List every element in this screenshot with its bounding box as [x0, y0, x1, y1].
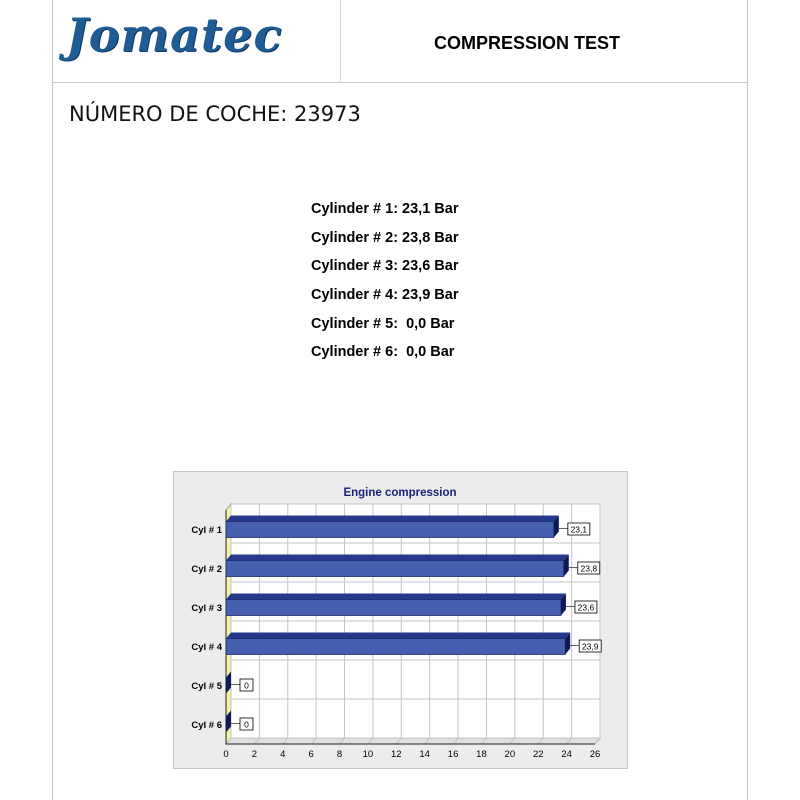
value-label: 0 [244, 719, 249, 730]
x-tick-label: 22 [532, 749, 544, 760]
cylinder-reading: Cylinder # 2: 23,8 Bar [311, 229, 459, 246]
chart-title: Engine compression [343, 487, 457, 499]
value-label: 0 [244, 680, 249, 691]
bar [226, 561, 564, 577]
x-tick-label: 12 [391, 749, 402, 760]
cylinder-reading: Cylinder # 4: 23,9 Bar [311, 287, 459, 304]
x-tick-label: 6 [308, 749, 314, 760]
chart-svg [174, 472, 627, 768]
x-tick-label: 8 [336, 749, 343, 760]
bar [226, 522, 554, 538]
x-tick-label: 10 [362, 749, 374, 760]
x-tick-label: 18 [476, 749, 487, 760]
header-divider [52, 82, 748, 83]
x-tick-label: 26 [589, 749, 601, 760]
page-border-left [52, 0, 53, 800]
document-title: COMPRESSION TEST [434, 33, 621, 53]
plot-side-wall [226, 504, 231, 744]
bar-top [226, 594, 566, 600]
bar-top [226, 516, 559, 522]
y-category-label: Cyl # 4 [191, 642, 222, 653]
x-tick-label: 16 [447, 749, 459, 760]
plot-floor [226, 738, 600, 744]
y-category-label: Cyl # 3 [191, 603, 222, 614]
value-label: 23,9 [581, 641, 599, 652]
x-tick-label: 0 [223, 749, 229, 760]
cylinder-readings-list [311, 199, 459, 371]
cylinder-reading: Cylinder # 1: 23,1 Bar [311, 201, 459, 217]
x-tick-label: 24 [561, 749, 572, 760]
cylinder-reading: Cylinder # 5: 0,0 Bar [311, 315, 455, 332]
cylinder-reading: Cylinder # 3: 23,6 Bar [311, 258, 459, 275]
x-tick-label: 4 [280, 749, 286, 760]
y-category-label: Cyl # 2 [191, 564, 222, 575]
x-tick-label: 14 [419, 749, 430, 760]
cylinder-reading: Cylinder # 6: 0,0 Bar [311, 344, 455, 361]
y-category-label: Cyl # 6 [191, 720, 222, 731]
y-category-label: Cyl # 1 [191, 525, 222, 536]
bar-top [226, 555, 569, 561]
jomatec-logo: Jomatec [66, 8, 283, 62]
value-label: 23,8 [580, 563, 598, 574]
y-category-label: Cyl # 5 [191, 681, 222, 692]
bar [226, 600, 561, 616]
x-tick-label: 20 [504, 749, 516, 760]
x-tick-label: 2 [251, 749, 258, 760]
bar [226, 639, 565, 655]
bar-top [226, 633, 570, 639]
header-divider-vertical [340, 0, 341, 82]
engine-compression-chart [173, 471, 628, 769]
value-label: 23,1 [570, 524, 588, 535]
value-label: 23,6 [577, 602, 595, 613]
page-border-right [747, 0, 748, 800]
car-number: NÚMERO DE COCHE: 23973 [69, 102, 361, 126]
